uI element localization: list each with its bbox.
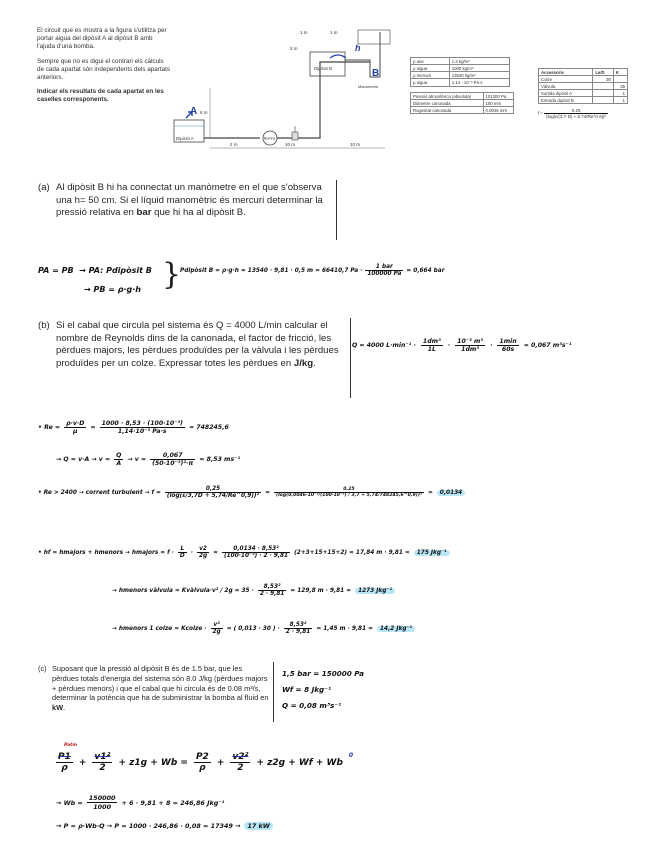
answer-b-elbow-losses-result: 14,2 Jkg⁻¹ [377,626,415,632]
answer-b-reynolds: • Re = $\frac{\rho\cdot v\cdot D}{\mu}$ = $\frac{\text{1000 · 8,53 · (100·10⁻³)}}{\text{1,14·10⁻³ Pa·s}}$ = 748245,6 [38,420,229,435]
valve-shape [292,132,298,140]
answer-b-friction-result: 0,0134 [437,490,465,496]
svg-text:2 m: 2 m [230,142,238,147]
svg-text:10 m: 10 m [285,142,296,147]
fluid-properties-table [410,57,510,87]
question-c [38,664,270,713]
question-b-border [350,318,351,398]
question-c-border [273,662,274,722]
manometer-label: Manòmetre [358,84,379,89]
annotation-b: B [372,68,380,79]
table-row: Diàmetre canonada 100 mm [411,100,514,107]
answer-b-major-losses-result: 175 Jkg⁻¹ [414,550,450,556]
tank-b-label: Dipòsit B [314,66,333,71]
table-row: Colze 30 [539,76,628,83]
table-row: ρ aire 1.2 kg/m³ [411,58,510,65]
answer-c-patm-note: Patm [64,743,78,748]
intro-text [37,27,172,111]
question-b-text: Si el cabal que circula pel sistema és Q = 4000 L/min calcular el nombre de Reynolds dins de la canonada, el factor de fricció, les pèrdues majors, les pèrdues produïdes per la vàlvula i les pèrdues produïdes per un colze. Expressar totes les pèrdues en J/kg. [56,320,339,369]
accessories-table [538,68,628,104]
question-c-label: (c) [38,664,47,673]
table-row: ρ aigua 1000 kg/m³ [411,65,510,72]
intro-paragraph-2: Sempre que no es digui el contrari els càlculs de cada apartat són independents dels apartats anteriors. [37,57,171,82]
answer-a-calc: Pdipòsit B = ρ·g·h = 13540 · 9,81 · 0,5 m = 66410,7 Pa · $\frac{\text{1 bar}}{100000 Pa}$ = 0,664 bar [180,264,445,277]
system-properties-table [410,92,514,114]
answer-b-valve-losses-result: 1273 Jkg⁻¹ [355,588,395,594]
question-b [38,320,348,370]
question-c-text: Suposant que la pressió al dipòsit B és de 1.5 bar, que les pèrdues totals d'energia del sistema són 8.0 J/kg (pèrdues majors + pèrdues menors) i que el cabal que hi circula és de 0.08 m³/s, determinar la potència que ha de subministrar la bomba al fluid en kW. [52,664,269,713]
table-header-row: Accessoris Le/D K [539,69,628,76]
annotation-a: A [190,106,198,117]
answer-a-line2: → PB = ρ·g·h [84,285,141,294]
question-a-text: Al dipòsit B hi ha connectat un manòmetre en el que s'observa una h= 50 cm. Si el líquid manomètric és mercuri determinar la pressió relativa en bar que hi ha al dipòsit B. [56,182,323,219]
table-row: ρ mercuri 13540 kg/m³ [411,72,510,79]
answer-c-power: → P = ρ·Wb·Q → P = 1000 · 246,86 · 0,08 = 17349 → 17 kW [56,822,273,830]
question-a-border [336,180,337,240]
answer-b-flow-conversion: Q = 4000 L·min⁻¹ · $\frac{\text{1dm³}}{1L}$ · $\frac{\text{10⁻³ m³}}{\text{1dm³}}$ · $\frac{1\min}{60s}$ = 0,067 m³s⁻¹ [352,338,572,353]
question-b-label: (b) [38,320,50,331]
question-a [38,182,330,220]
properties-table-block [410,57,514,114]
table-row: Sortida dipòsit A 1 [539,90,628,97]
intro-paragraph-1: El circuit que es mostra a la figura s'utilitza per portar aigua del dipòsit A al dipòsit B amb l'ajuda d'una bomba. [37,27,167,51]
tank-a-label: Dipòsit A [176,136,194,141]
answer-c-pump-work: → Wb = $\frac{150000}{1000}$ + 6 · 9,81 + 8 = 246,86 Jkg⁻¹ [56,794,225,811]
accessories-table-block [538,68,628,119]
svg-text:3 m: 3 m [290,46,298,51]
friction-formula: f = $\frac{0.25}{\text{[log(ε/(3.7·D) + 5.74/Re\textasciicircum{}0.9)]²}}$ [538,108,606,119]
answer-b-friction: • Re > 2400 → corrent turbulent → f = $\frac{0,25}{\text{(log(ε/3,7D + 5,74/Re\textasciicircum{}0,9))²}}$ = $\frac{0,25}{\text{(log(0,0046·10⁻³/(100·10⁻³) / 3,7 + 5,74/748245,6\textasciicircum{}0,9))²}}$ = 0,0134 [38,486,465,499]
question-a-label: (a) [38,182,50,193]
brace-icon: } [162,257,182,292]
table-row: Entrada dipòsit B 1 [539,97,628,104]
answer-a-line1: PA = PB → PA: Pdipòsit B [38,266,152,275]
table-row: Pressió atmosfèrica (absoluta) 101300 Pa [411,93,514,100]
table-row: Rugositat canonada 0.0046 mm [411,107,514,114]
answer-b-major-losses: • hf = hmajors + hmenors → hmajors = f · $\frac{L}{D}$ · $\frac{v2}{2g}$ = $\frac{\text{0,0134 · 8,53²}}{\text{(100·10⁻³) · 2 · 9,81}}$ (2+3+15+15+2) = 17,84 m · 9,81 = 175 Jkg⁻¹ [38,546,450,559]
table-row: Vàlvula 35 [539,83,628,90]
intro-paragraph-3: Indicar els resultats de cada apartat en les caselles corresponents. [37,88,164,104]
answer-c-givens: 1,5 bar = 150000 Pa Wf = 8 Jkg⁻¹ Q = 0,08 m³s⁻¹ [282,669,364,710]
annotation-h: h [355,43,361,53]
svg-text:1 m: 1 m [300,30,308,35]
answer-c-bernoulli: $\frac{P1}{\rho}$ + $\frac{\text{v1²}}{2}$ + z1g + Wb = $\frac{P2}{\rho}$ + $\frac{\text{v2²}}{2}$ + z2g + Wf + Wb 0 [58,752,354,773]
svg-text:10 m: 10 m [350,142,361,147]
answer-b-valve-losses: → hmenors vàlvula = Kvàlvula·v² / 2g = 35 · $\frac{\text{8,53²}}{2 \cdot 9,81}$ = 129,8 m · 9,81 = 1273 Jkg⁻¹ [112,584,395,597]
circuit-figure [170,22,400,152]
circuit-diagram [170,22,400,152]
svg-text:6 m: 6 m [200,110,208,115]
svg-text:1 m: 1 m [330,30,338,35]
answer-b-velocity: → Q = v·A → v = $\frac{Q}{A}$ → v = $\frac{0,067}{\text{(50·10⁻³)²·π}}$ = 8,53 ms⁻¹ [56,452,241,467]
pump-label: Bomba [264,136,276,141]
answer-a-result: = 0,664 bar [406,267,445,274]
answer-b-elbow-losses: → hmenors 1 colze = Kcolze · $\frac{\text{v²}}{2g}$ = ( 0,013 · 30 ) · $\frac{\text{8,53²}}{2 \cdot 9,81}$ = 1,45 m · 9,81 = 14,2 Jkg⁻¹ [112,622,415,635]
table-row: μ aigua 1.14 · 10⁻³ Pa·s [411,79,510,87]
answer-c-power-result: 17 kW [244,822,272,830]
